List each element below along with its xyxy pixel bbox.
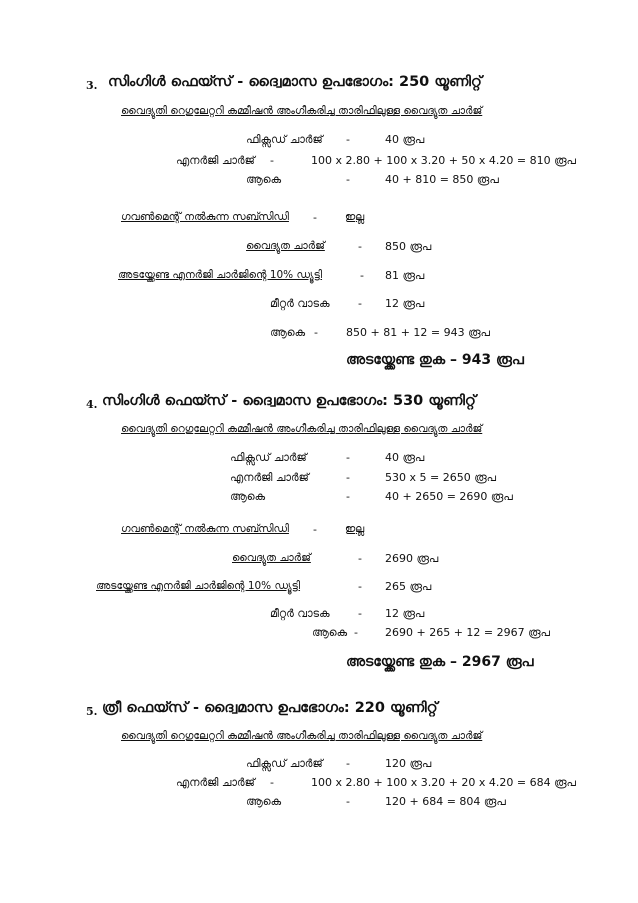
separator: -	[313, 523, 317, 536]
duty-label: അടയ്ക്കേണ്ട എനർജി ചാർജിന്റെ 10% ഡ്യൂട്ടി	[96, 580, 301, 592]
duty-value: 265 രൂപ	[385, 580, 432, 593]
separator: -	[346, 133, 350, 146]
separator: -	[346, 173, 350, 186]
separator: -	[314, 326, 318, 339]
separator: -	[358, 607, 362, 620]
duty-value: 81 രൂപ	[385, 269, 425, 282]
separator: -	[346, 490, 350, 503]
energy-charge-label: എനർജി ചാർജ്	[176, 154, 255, 167]
section-number: 3.	[86, 79, 98, 92]
electricity-charge-label: വൈദ്യുത ചാർജ്	[232, 552, 311, 564]
energy-charge-value: 100 x 2.80 + 100 x 3.20 + 50 x 4.20 = 810 രൂപ	[311, 154, 576, 167]
fixed-charge-label: ഫിക്സഡ് ചാർജ്	[230, 451, 307, 464]
separator: -	[270, 154, 274, 167]
subsidy-label: ഗവൺമെന്റ് നൽകുന്ന സബ്സിഡി	[121, 211, 289, 223]
separator: -	[358, 297, 362, 310]
payable-amount: അടയ്ക്കേണ്ട തുക – 943 രൂപ	[346, 352, 524, 368]
sum-label: ആകെ	[246, 795, 282, 808]
section-heading: ത്രീ ഫെയ്സ് - ദ്വൈമാസ ഉപഭോഗം: 220 യൂണിറ്റ്	[102, 700, 438, 716]
meter-rent-value: 12 രൂപ	[385, 607, 425, 620]
sum-value: 40 + 2650 = 2690 രൂപ	[385, 490, 513, 503]
separator: -	[346, 757, 350, 770]
sum-value: 40 + 810 = 850 രൂപ	[385, 173, 499, 186]
meter-rent-label: മീറ്റർ വാടക	[270, 607, 330, 620]
grand-total-value: 850 + 81 + 12 = 943 രൂപ	[346, 326, 490, 339]
energy-charge-label: എനർജി ചാർജ്	[176, 776, 255, 789]
separator: -	[358, 552, 362, 565]
separator: -	[346, 451, 350, 464]
section-number: 5.	[86, 705, 98, 718]
electricity-charge-value: 2690 രൂപ	[385, 552, 439, 565]
energy-charge-label: എനർജി ചാർജ്	[230, 471, 309, 484]
grand-total-value: 2690 + 265 + 12 = 2967 രൂപ	[385, 626, 550, 639]
separator: -	[354, 626, 358, 639]
subsidy-value: ഇല്ല	[345, 211, 365, 223]
separator: -	[358, 580, 362, 593]
energy-charge-value: 530 x 5 = 2650 രൂപ	[385, 471, 497, 484]
section-heading: സിംഗിൾ ഫെയ്സ് - ദ്വൈമാസ ഉപഭോഗം: 250 യൂണിറ്റ്	[108, 74, 482, 90]
subsidy-value: ഇല്ല	[345, 523, 365, 535]
fixed-charge-value: 40 രൂപ	[385, 133, 425, 146]
sum-label: ആകെ	[246, 173, 282, 186]
grand-total-label: ആകെ	[270, 326, 306, 339]
fixed-charge-value: 120 രൂപ	[385, 757, 432, 770]
sum-label: ആകെ	[230, 490, 266, 503]
meter-rent-value: 12 രൂപ	[385, 297, 425, 310]
separator: -	[270, 776, 274, 789]
separator: -	[313, 211, 317, 224]
separator: -	[358, 240, 362, 253]
payable-amount: അടയ്ക്കേണ്ട തുക – 2967 രൂപ	[346, 654, 534, 670]
duty-label: അടയ്ക്കേണ്ട എനർജി ചാർജിന്റെ 10% ഡ്യൂട്ടി	[118, 269, 323, 281]
subsidy-label: ഗവൺമെന്റ് നൽകുന്ന സബ്സിഡി	[121, 523, 289, 535]
fixed-charge-label: ഫിക്സഡ് ചാർജ്	[246, 133, 323, 146]
grand-total-label: ആകെ	[312, 626, 348, 639]
separator: -	[346, 471, 350, 484]
electricity-charge-value: 850 രൂപ	[385, 240, 432, 253]
fixed-charge-label: ഫിക്സഡ് ചാർജ്	[246, 757, 323, 770]
energy-charge-value: 100 x 2.80 + 100 x 3.20 + 20 x 4.20 = 684 രൂപ	[311, 776, 576, 789]
separator: -	[346, 795, 350, 808]
fixed-charge-value: 40 രൂപ	[385, 451, 425, 464]
sum-value: 120 + 684 = 804 രൂപ	[385, 795, 506, 808]
tariff-line: വൈദ്യുതി റെഗുലേറ്ററി കമ്മീഷൻ അംഗീകരിച്ച താരിഫിലുള്ള വൈദ്യുത ചാർജ്	[121, 423, 483, 435]
electricity-charge-label: വൈദ്യുത ചാർജ്	[246, 240, 325, 252]
section-heading: സിംഗിൾ ഫെയ്സ് - ദ്വൈമാസ ഉപഭോഗം: 530 യൂണിറ്റ്	[102, 393, 476, 409]
tariff-line: വൈദ്യുതി റെഗുലേറ്ററി കമ്മീഷൻ അംഗീകരിച്ച താരിഫിലുള്ള വൈദ്യുത ചാർജ്	[121, 105, 483, 117]
separator: -	[360, 269, 364, 282]
section-number: 4.	[86, 398, 98, 411]
meter-rent-label: മീറ്റർ വാടക	[270, 297, 330, 310]
tariff-line: വൈദ്യുതി റെഗുലേറ്ററി കമ്മീഷൻ അംഗീകരിച്ച താരിഫിലുള്ള വൈദ്യുത ചാർജ്	[121, 730, 483, 742]
